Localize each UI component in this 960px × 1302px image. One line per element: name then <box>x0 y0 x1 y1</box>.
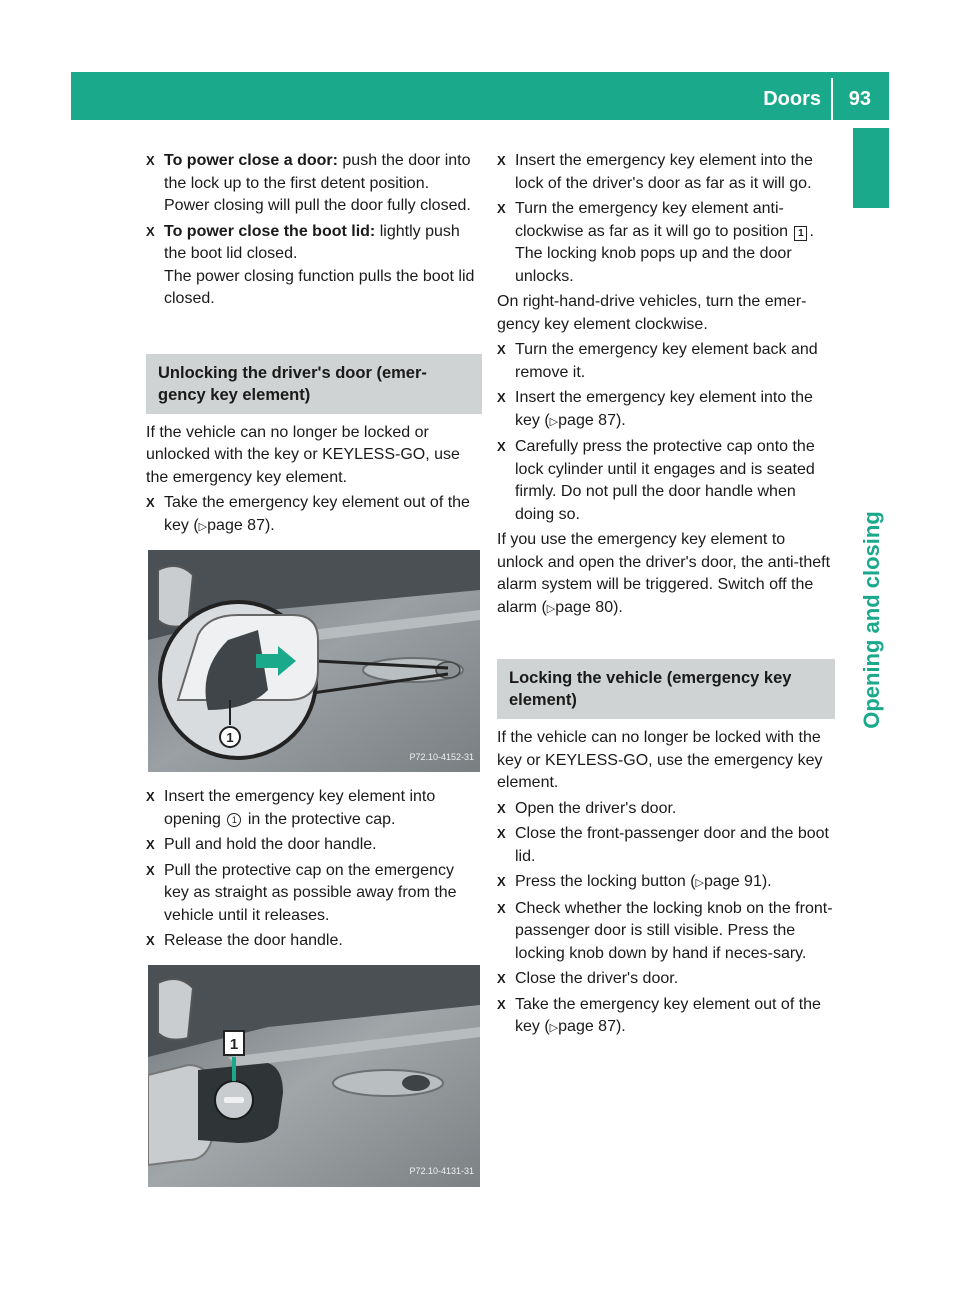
step-release-handle <box>146 930 482 953</box>
step-mark: X <box>497 153 506 168</box>
step-mark: X <box>497 996 506 1012</box>
step-insert-key-lock <box>497 150 835 195</box>
figure-callout-1: 1 <box>229 1035 239 1053</box>
step-power-close-door <box>146 150 482 218</box>
step-text: Insert the emergency key element into the key ( <box>515 389 813 429</box>
page-ref-arrow: ▷ <box>546 602 556 615</box>
chapter-label-text: Opening and closing <box>859 511 884 729</box>
step-text: Carefully press the protective cap onto the lock cylinder until it engages and is seated firmly. Do not pull the door handle when doing so. <box>515 438 815 523</box>
page-ref-arrow: ▷ <box>549 1022 559 1034</box>
step-mark: X <box>497 201 506 216</box>
figure-code: P72.10-4131-31 <box>409 1166 474 1176</box>
page-number: 93 <box>848 88 871 110</box>
step-bold: To power close the boot lid: <box>164 222 376 240</box>
step-mark: X <box>497 971 506 986</box>
step-text: lightly push the boot lid closed. <box>164 222 460 262</box>
step-text: Take the emergency key element out of the key ( <box>164 494 470 534</box>
step-check-knob <box>497 898 835 966</box>
step-text: Pull and hold the door handle. <box>164 836 377 853</box>
left-column <box>146 150 482 1201</box>
callout-1: 1 <box>227 813 241 827</box>
step-result: Power closing will pull the door fully closed. <box>164 197 471 214</box>
step-text: Insert the emergency key element into opening <box>164 788 436 828</box>
step-press-cap <box>497 436 835 526</box>
step-power-close-boot <box>146 221 482 311</box>
section-heading-unlocking: Unlocking the driver's door (emer-gency key element) <box>146 354 482 414</box>
page-ref-link[interactable]: page 91). <box>704 873 772 890</box>
header-divider <box>831 78 833 120</box>
step-turn-key <box>497 198 835 288</box>
step-mark: X <box>146 933 155 948</box>
step-text: Take the emergency key element out of the key ( <box>515 995 821 1035</box>
step-insert-key-back <box>497 387 835 433</box>
step-text: Release the door handle. <box>164 932 343 949</box>
step-mark: X <box>497 390 506 405</box>
step-mark: X <box>146 223 155 239</box>
figure-lock-cylinder <box>148 965 480 1187</box>
step-mark: X <box>497 439 506 454</box>
step-result: The locking knob pops up and the door unlocks. <box>515 245 792 285</box>
intro-paragraph: If the vehicle can no longer be locked with the key or KEYLESS-GO, use the emergency key element. <box>497 729 823 791</box>
step-insert-key-cap <box>146 786 482 831</box>
step-mark: X <box>146 495 155 510</box>
step-bold: To power close a door: <box>164 152 338 169</box>
step-text: in the protective cap. <box>243 810 396 828</box>
step-text: Press the locking button ( <box>515 873 696 890</box>
step-mark: X <box>146 862 155 878</box>
step-mark: X <box>497 342 506 357</box>
step-text: Open the driver's door. <box>515 799 677 817</box>
step-mark: X <box>146 153 155 168</box>
step-mark: X <box>146 837 155 852</box>
step-text: Turn the emergency key element anti-clockwise as far as it will go to position <box>515 200 793 240</box>
page-ref-link[interactable]: page 87). <box>558 1018 626 1035</box>
intro-paragraph: If the vehicle can no longer be locked or unlocked with the key or KEYLESS-GO, use the emergency key element. <box>146 423 460 486</box>
step-take-key-out <box>497 994 835 1040</box>
step-text: Insert the emergency key element into the lock of the driver's door as far as it will go. <box>515 152 813 192</box>
step-text: Check whether the locking knob on the front-passenger door is still visible. Press the locking knob down by hand if neces-sary. <box>515 899 833 962</box>
position-1-marker: 1 <box>794 226 807 241</box>
step-mark: X <box>497 826 506 841</box>
section-title: Doors <box>763 88 821 110</box>
section-heading-locking: Locking the vehicle (emergency key element) <box>497 659 835 719</box>
step-press-locking <box>497 871 835 895</box>
step-mark: X <box>146 789 155 804</box>
step-open-door <box>497 798 835 821</box>
right-column <box>497 150 835 1043</box>
page-ref-link[interactable]: page 87). <box>207 516 275 534</box>
figure-protective-cap <box>148 550 480 772</box>
lock-cylinder-illustration <box>148 965 480 1187</box>
page-ref-arrow: ▷ <box>695 877 705 889</box>
step-text: Close the driver's door. <box>515 970 679 987</box>
alarm-text: If you use the emergency key element to unlock and open the driver's door, the anti-theft alarm system will be triggered. Switch off the alarm ( <box>497 531 831 616</box>
door-handle-illustration <box>148 550 480 772</box>
step-text: push the door into the lock up to the first detent position. <box>164 152 471 192</box>
step-pull-handle <box>146 834 482 857</box>
rhd-note: On right-hand-drive vehicles, turn the emer-gency key element clockwise. <box>497 293 807 333</box>
step-mark: X <box>497 900 506 916</box>
page-ref-arrow: ▷ <box>549 415 559 428</box>
chapter-label <box>844 470 900 770</box>
step-mark: X <box>497 800 506 816</box>
page-ref-link[interactable]: page 87). <box>558 411 626 429</box>
figure-callout-1: 1 <box>226 730 234 745</box>
step-turn-back <box>497 339 835 384</box>
page-ref-link[interactable]: page 80). <box>555 598 623 616</box>
step-text: Close the front-passenger door and the boot lid. <box>515 825 829 865</box>
chapter-tab <box>853 128 889 208</box>
step-text: Turn the emergency key element back and remove it. <box>515 341 818 381</box>
alarm-note <box>497 529 835 620</box>
step-close-passenger <box>497 823 835 868</box>
figure-code: P72.10-4152-31 <box>409 751 474 762</box>
step-mark: X <box>497 874 506 889</box>
step-take-key <box>146 492 482 538</box>
step-text: . <box>809 222 814 240</box>
step-result: The power closing function pulls the boot lid closed. <box>164 267 475 307</box>
step-text: Pull the protective cap on the emergency key as straight as possible away from the vehicle until it releases. <box>164 861 457 924</box>
page-ref-arrow: ▷ <box>198 520 208 533</box>
step-close-driver <box>497 968 835 991</box>
step-pull-cap <box>146 860 482 928</box>
header-bar <box>71 72 889 120</box>
